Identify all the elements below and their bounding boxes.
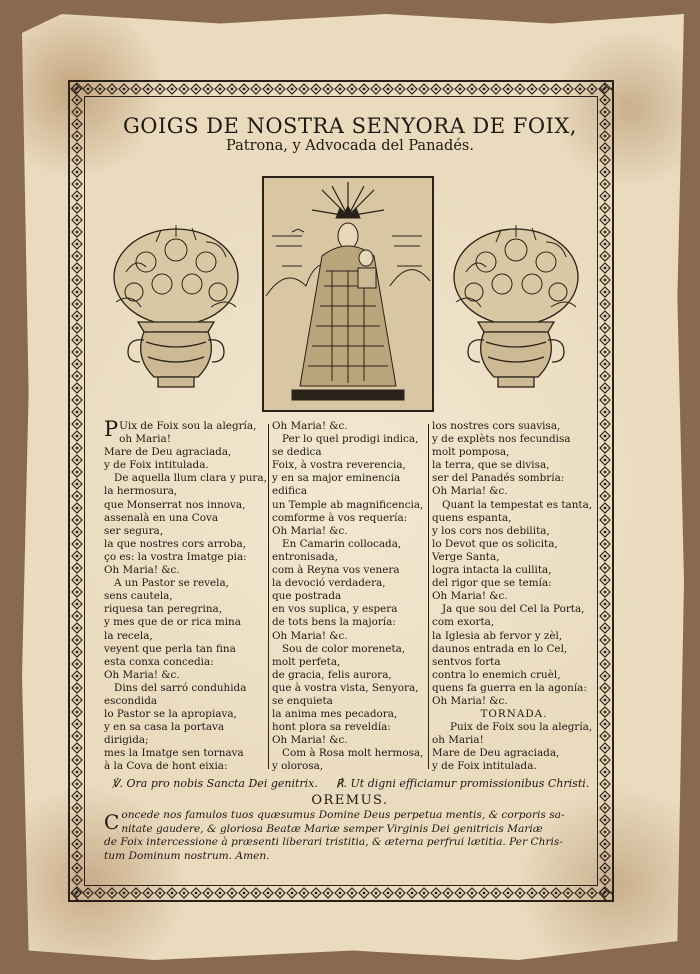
verse-line: entronisada, — [272, 550, 338, 563]
tornada-heading: TORNADA. — [480, 708, 548, 721]
verse-line: Uix de Foix sou la alegría, — [119, 420, 257, 432]
prayer-text — [104, 809, 596, 863]
verse-line: Oh Maria! &c. — [432, 485, 508, 498]
verse-line: y olorosa, — [272, 760, 324, 773]
versicle: ℣. Ora pro nobis Sancta Dei genitrix. — [112, 777, 318, 790]
verse-line: sentvos forta — [432, 655, 501, 668]
verse-line: Sou de color moreneta, — [282, 642, 406, 655]
verse-line: Dins del sarró conduhida — [114, 681, 247, 694]
verse-line: Oh Maria! &c. — [272, 629, 348, 642]
flower-vase-left-icon — [106, 222, 246, 392]
verse-column-3 — [432, 420, 596, 774]
verse-line: en vos suplica, y espera — [272, 603, 398, 616]
verse-line: quens espanta, — [432, 511, 512, 524]
verse-line: Mare de Deu agraciada, — [432, 747, 560, 760]
prayer-drop-cap: C — [104, 810, 120, 834]
verse-column-1 — [104, 417, 267, 774]
flower-vase-right-icon — [446, 222, 586, 392]
verse-column-2 — [272, 420, 430, 774]
verse-line: lo Pastor se la apropiava, — [104, 708, 237, 721]
response: ℟. Ut digni efficiamur promissionibus Christi. — [336, 777, 590, 790]
verse-line: quens fa guerra en la agonía: — [432, 681, 587, 694]
verse-line: Oh Maria! &c. — [272, 524, 348, 537]
verse-line: A un Pastor se revela, — [114, 577, 229, 590]
virgin-and-child-woodcut-icon — [262, 176, 434, 412]
verse-line: dirigida; — [104, 734, 149, 747]
prayer-line: de Foix intercessione à præsenti liberari tristitia, & æterna perfrui lætitia. Per Chris- — [104, 836, 563, 849]
verse-line: Oh Maria! &c. — [104, 564, 180, 577]
verse-line: escondida — [104, 694, 158, 707]
verse-line: la anima mes pecadora, — [272, 708, 398, 721]
verse-line: molt perfeta, — [272, 655, 341, 668]
verse-line: veyent que perla tan fina — [104, 642, 236, 655]
prayer-line: oncede nos famulos tuos quæsumus Domine Deus perpetua mentis, & corporis sa- — [121, 809, 565, 821]
verse-line: Oh Maria! &c. — [104, 668, 180, 681]
verse-line: la terra, que se divisa, — [432, 459, 550, 472]
prayer-line: tum Dominum nostrum. Amen. — [104, 849, 270, 862]
verse-line: ço es: la vostra Imatge pia: — [104, 550, 247, 563]
verse-line: y los cors nos debilita, — [432, 524, 550, 537]
verse-line: riquesa tan peregrina, — [104, 603, 223, 616]
verse-line: com à Reyna vos venera — [272, 564, 400, 577]
verse-line: edifica — [272, 485, 308, 498]
verse-line: se dedica — [272, 446, 322, 459]
verse-line: la hermosura, — [104, 485, 178, 498]
verse-line: Oh Maria! &c. — [272, 420, 348, 432]
verse-line: Oh Maria! &c. — [432, 694, 508, 707]
verse-line: oh Maria! — [119, 433, 171, 446]
verse-line: Com à Rosa molt hermosa, — [282, 747, 424, 760]
verse-line: del rigor que se temía: — [432, 577, 552, 590]
verse-line: Quant la tempestat es tanta, — [442, 498, 593, 511]
verse-line: y de Foix intitulada. — [432, 760, 537, 773]
oremus-heading: OREMUS. — [311, 793, 389, 808]
verse-line: Ja que sou del Cel la Porta, — [442, 603, 585, 616]
verse-line: logra intacta la cullita, — [432, 564, 552, 577]
verse-line: y en sa casa la portava — [104, 721, 225, 734]
verse-line: contra lo enemich cruèl, — [432, 668, 561, 681]
verse-line: ser segura, — [104, 524, 164, 537]
verse-line: y en sa major eminencia — [272, 472, 401, 485]
verse-line: ser del Panadés sombría: — [432, 472, 565, 485]
verse-line: de gracia, felis aurora, — [272, 668, 392, 681]
verse-line: Mare de Deu agraciada, — [104, 446, 232, 459]
verse-line: comforme à vos requería: — [272, 511, 408, 524]
verse-line: de tots bens la majoría: — [272, 616, 396, 629]
verse-line: De aquella llum clara y pura, — [114, 472, 267, 485]
verse-line: esta conxa concedia: — [104, 655, 214, 668]
verse-line: un Temple ab magnificencia, — [272, 498, 424, 511]
verse-line: los nostres cors suavisa, — [432, 420, 561, 432]
verse-line: Foix, à vostra reverencia, — [272, 459, 406, 472]
verse-line: Oh Maria! &c. — [432, 590, 508, 603]
verse-line: lo Devot que os solicita, — [432, 537, 558, 550]
verses — [104, 417, 596, 773]
verse-line: y mes que de or rica mina — [104, 616, 241, 629]
verse-line: la recela, — [104, 629, 153, 642]
verse-line: la devoció verdadera, — [272, 577, 386, 590]
drop-cap: P — [104, 417, 119, 441]
verse-line: assenalà en una Cova — [104, 511, 219, 524]
verse-line: hont plora sa reveldía: — [272, 721, 391, 734]
verse-line: Verge Santa, — [432, 550, 500, 563]
verse-line: com exorta, — [432, 616, 495, 629]
verse-line: mes la Imatge sen tornava — [104, 747, 244, 760]
verse-line: Per lo quel prodigi indica, — [282, 433, 419, 446]
verse-line: En Camarin collocada, — [282, 537, 402, 550]
verse-line: y de explèts nos fecundisa — [432, 433, 571, 446]
verse-line: la Iglesia ab fervor y zèl, — [432, 629, 563, 642]
verse-line: à la Cova de hont eixia: — [104, 760, 228, 773]
verse-line: que à vostra vista, Senyora, — [272, 681, 419, 694]
verse-line: y de Foix intitulada. — [104, 459, 209, 472]
verse-line: que postrada — [272, 590, 342, 603]
verse-line: molt pomposa, — [432, 446, 510, 459]
page-title: GOIGS DE NOSTRA SENYORA DE FOIX, — [123, 114, 577, 138]
verse-line: que Monserrat nos innova, — [104, 498, 246, 511]
verse-line: sens cautela, — [104, 590, 173, 603]
verse-line: Oh Maria! &c. — [272, 734, 348, 747]
page-subtitle: Patrona, y Advocada del Panadés. — [226, 138, 474, 154]
verse-line: oh Maria! — [432, 734, 484, 747]
verse-line: se enquieta — [272, 694, 333, 707]
verse-line: daunos entrada en lo Cel, — [432, 642, 568, 655]
verse-line: la que nostres cors arroba, — [104, 537, 247, 550]
verse-line: Puix de Foix sou la alegría, — [450, 721, 593, 734]
prayer-line: nitate gaudere, & gloriosa Beatæ Mariæ semper Virginis Dei genitricis Mariæ — [121, 822, 543, 835]
